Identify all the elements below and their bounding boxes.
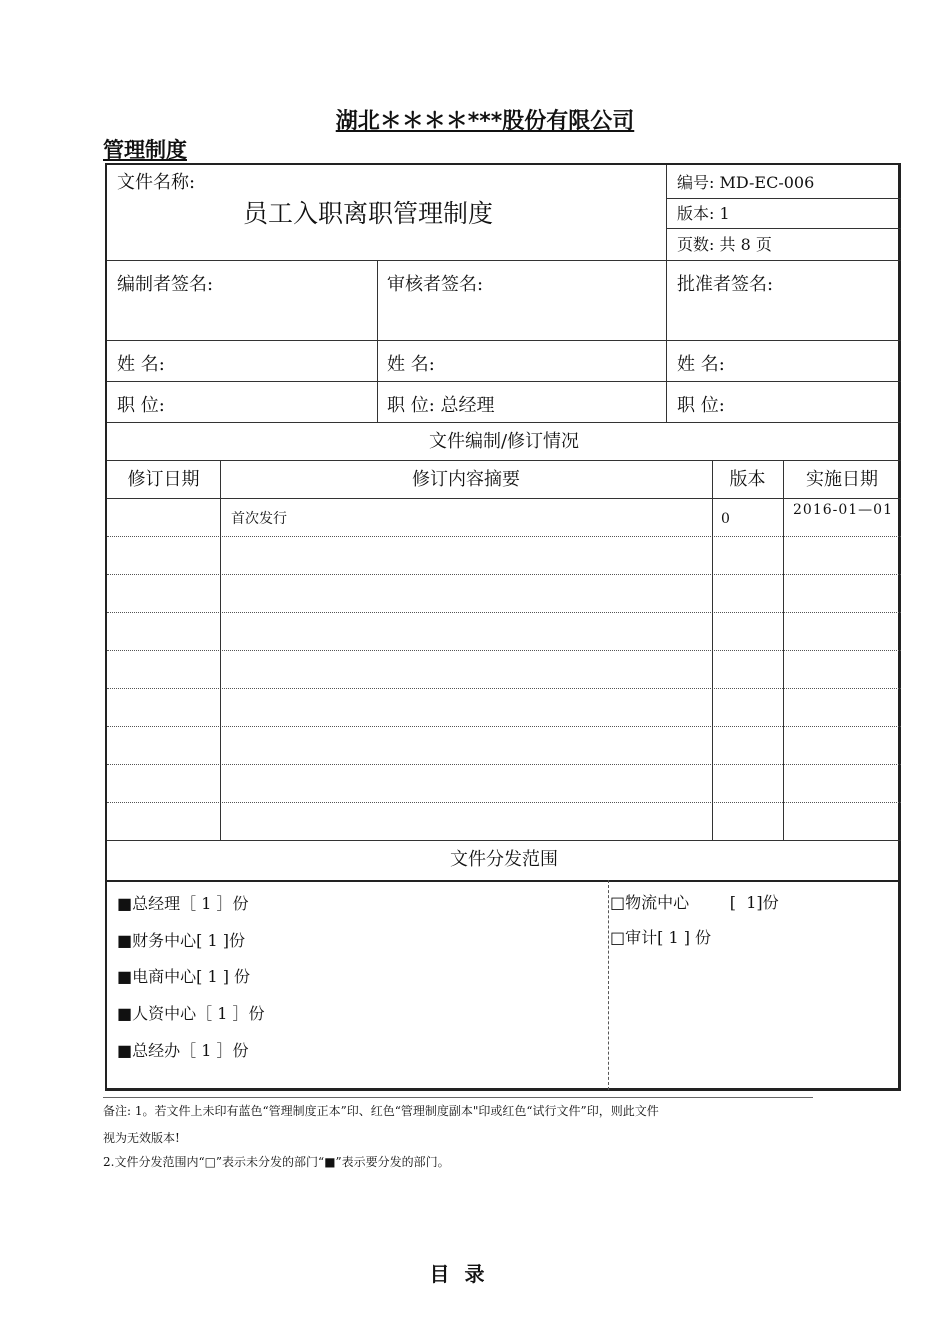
row-divider — [107, 498, 901, 499]
revision-summary-header: 修订内容摘要 — [412, 469, 520, 490]
row-divider — [107, 340, 901, 341]
effective-date-cell — [793, 501, 897, 535]
page-count: 页数: 共 8 页 — [677, 235, 772, 254]
row-divider — [107, 840, 901, 841]
revision-row-divider — [107, 574, 901, 575]
file-name: 员工入职离职管理制度 — [243, 199, 494, 228]
distribution-section-title: 文件分发范围 — [450, 849, 558, 870]
revision-date-header: 修订日期 — [127, 469, 200, 490]
approver-position-label: 职 位: — [677, 395, 725, 416]
note-line-3: 2.文件分发范围内“□”表示未分发的部门“■”表示要分发的部门。 — [103, 1155, 450, 1169]
revision-row-divider — [107, 688, 901, 689]
distribution-item: □审计[ 1 ] 份 — [610, 928, 712, 947]
col-divider — [666, 260, 667, 422]
effective-date-value: 2016-01—01 — [793, 502, 893, 518]
distribution-divider — [107, 880, 901, 882]
revision-summary-cell: 首次发行 — [231, 511, 287, 527]
row-divider — [107, 260, 901, 261]
author-signature-label: 编制者签名: — [117, 274, 214, 295]
info-divider — [666, 198, 901, 199]
revision-row-divider — [107, 764, 901, 765]
distribution-item: ■电商中心[ 1 ] 份 — [117, 967, 251, 986]
distribution-item: ■总经理［ 1 ］份 — [117, 894, 249, 913]
revision-row-divider — [107, 802, 901, 803]
revision-row-divider — [107, 612, 901, 613]
revision-row-divider — [107, 650, 901, 651]
company-title: 湖北＊＊＊＊***股份有限公司 — [335, 109, 635, 134]
row-divider — [107, 422, 901, 423]
table-of-contents-title: 目 录 — [429, 1262, 489, 1286]
note-line-1: 备注: 1。若文件上未印有蓝色“管理制度正本”印、红色“管理制度副本"印或红色“试行文件”印，则此文件 — [103, 1104, 659, 1118]
revision-version-cell: 0 — [721, 511, 730, 527]
revision-section-title: 文件编制/修订情况 — [428, 431, 580, 452]
document-control-table — [105, 163, 901, 1091]
distribution-item: ■人资中心［ 1 ］份 — [117, 1004, 265, 1023]
reviewer-signature-label: 审核者签名: — [387, 274, 484, 295]
info-divider — [666, 228, 901, 229]
approver-name-label: 姓 名: — [677, 354, 725, 375]
distribution-item: ■财务中心[ 1 ]份 — [117, 931, 245, 950]
col-divider — [712, 460, 713, 840]
author-position-label: 职 位: — [117, 395, 165, 416]
row-divider — [107, 460, 901, 461]
document-number: 编号: MD-EC-006 — [677, 173, 815, 192]
col-divider — [783, 460, 784, 840]
document-version: 版本: 1 — [677, 204, 730, 223]
col-divider — [666, 165, 667, 260]
revision-row-divider — [107, 726, 901, 727]
distribution-col-divider — [608, 880, 609, 1090]
col-divider — [220, 460, 221, 840]
distribution-item: ■总经办［ 1 ］份 — [117, 1041, 249, 1060]
row-divider — [107, 381, 901, 382]
reviewer-name-label: 姓 名: — [387, 354, 435, 375]
notes-divider — [103, 1097, 813, 1098]
distribution-item: □物流中心 [ 1]份 — [610, 893, 779, 912]
revision-version-header: 版本 — [729, 469, 766, 490]
approver-signature-label: 批准者签名: — [677, 274, 774, 295]
effective-date-header: 实施日期 — [806, 469, 878, 490]
file-name-label: 文件名称: — [117, 172, 196, 193]
reviewer-position: 职 位: 总经理 — [387, 395, 495, 416]
revision-row-divider — [107, 536, 901, 537]
document-category: 管理制度 — [103, 138, 187, 162]
author-name-label: 姓 名: — [117, 354, 165, 375]
note-line-2: 视为无效版本! — [103, 1131, 180, 1145]
col-divider — [377, 260, 378, 422]
